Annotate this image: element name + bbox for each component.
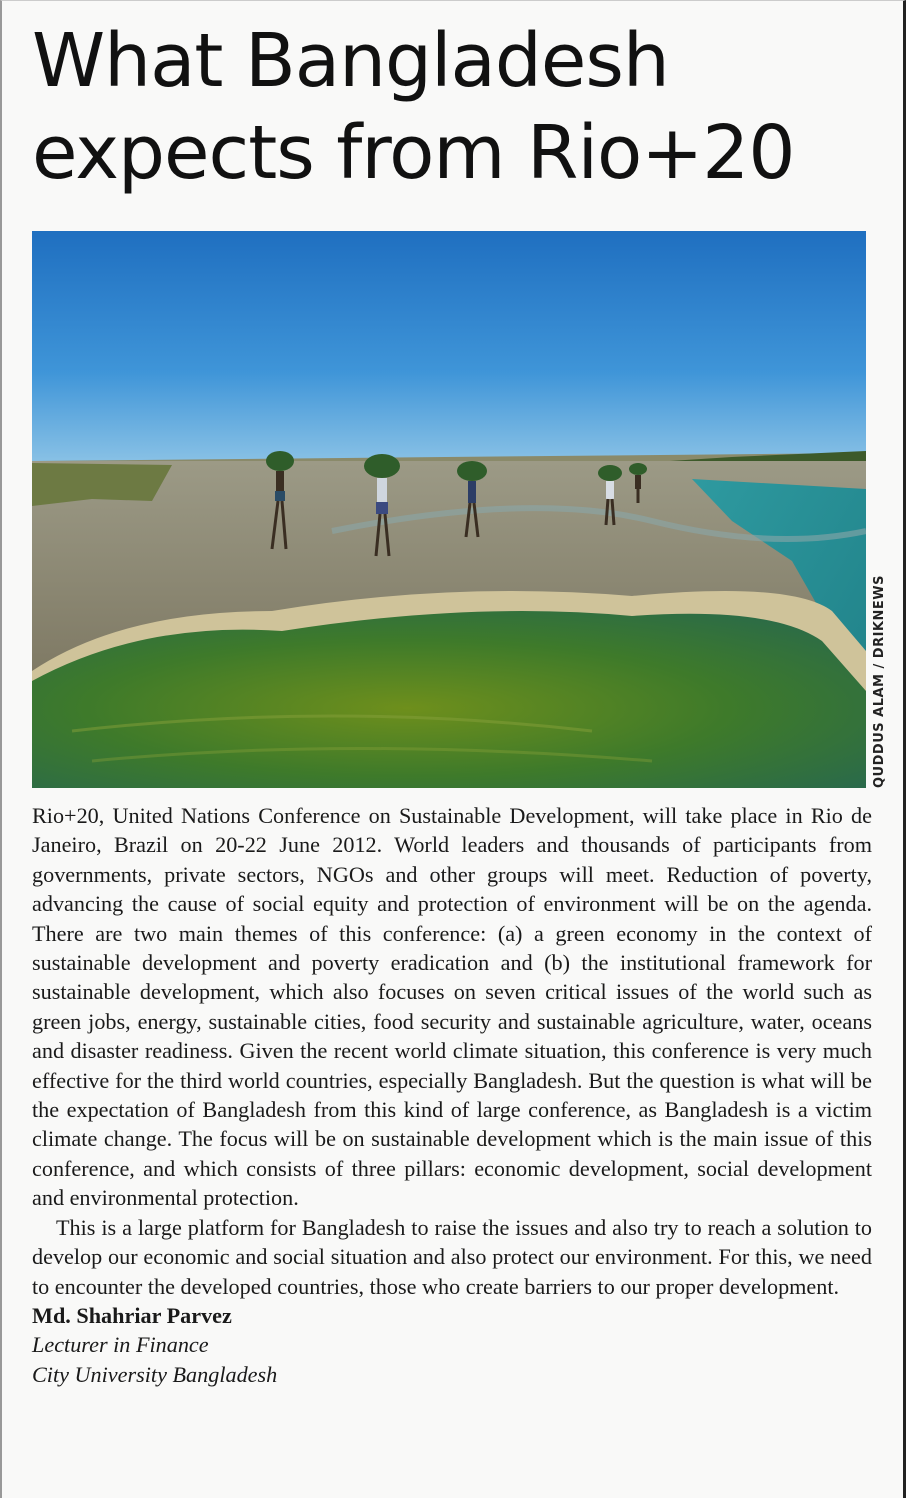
author-name: Md. Shahriar Parvez xyxy=(32,1302,232,1328)
author-affiliation: City University Bangladesh xyxy=(32,1361,278,1387)
photo-credit: QUDDUS ALAM / DRIKNEWS xyxy=(872,575,887,788)
paragraph: This is a large platform for Bangladesh to raise the issues and also try to reach a solution to develop our economic and social situation and also protect our environment. For this, we need to encounter the developed countries, those who create barriers to our proper development. xyxy=(32,1214,872,1299)
headline-line-2: expects from Rio+20 xyxy=(32,110,795,196)
paragraph: Rio+20, United Nations Conference on Sustainable Development, will take place in Rio de Janeiro, Brazil on 20-22 June 2012. World leaders and thousands of participants from governments, private sectors, NGOs and other groups will meet. Reduction of poverty, advancing the cause of social equity and protection of environment will be on the agenda. There are two main themes of this conference: (a) a green economy in the context of sustainable development and poverty eradication and (b) the institutional framework for sustainable development, which also focuses on seven critical issues of the world such as green jobs, energy, sustainable cities, food security and sustainable agriculture, water, oceans and disaster readiness. Given the recent world climate situation, this conference is very much effective for the third world countries, especially Bangladesh. But the question is what will be the expectation of Bangladesh from this kind of large conference, as Bangladesh is a victim climate change. The focus will be on sustainable development which is the main issue of this conference, and which consists of three pillars: economic development, social development and environmental protection. xyxy=(32,803,872,1211)
headline xyxy=(32,15,872,199)
article-photo xyxy=(32,231,866,788)
headline-line-1: What Bangladesh xyxy=(32,18,669,104)
author-title: Lecturer in Finance xyxy=(32,1332,209,1358)
author-signature xyxy=(32,1301,872,1389)
article-body xyxy=(32,801,872,1389)
